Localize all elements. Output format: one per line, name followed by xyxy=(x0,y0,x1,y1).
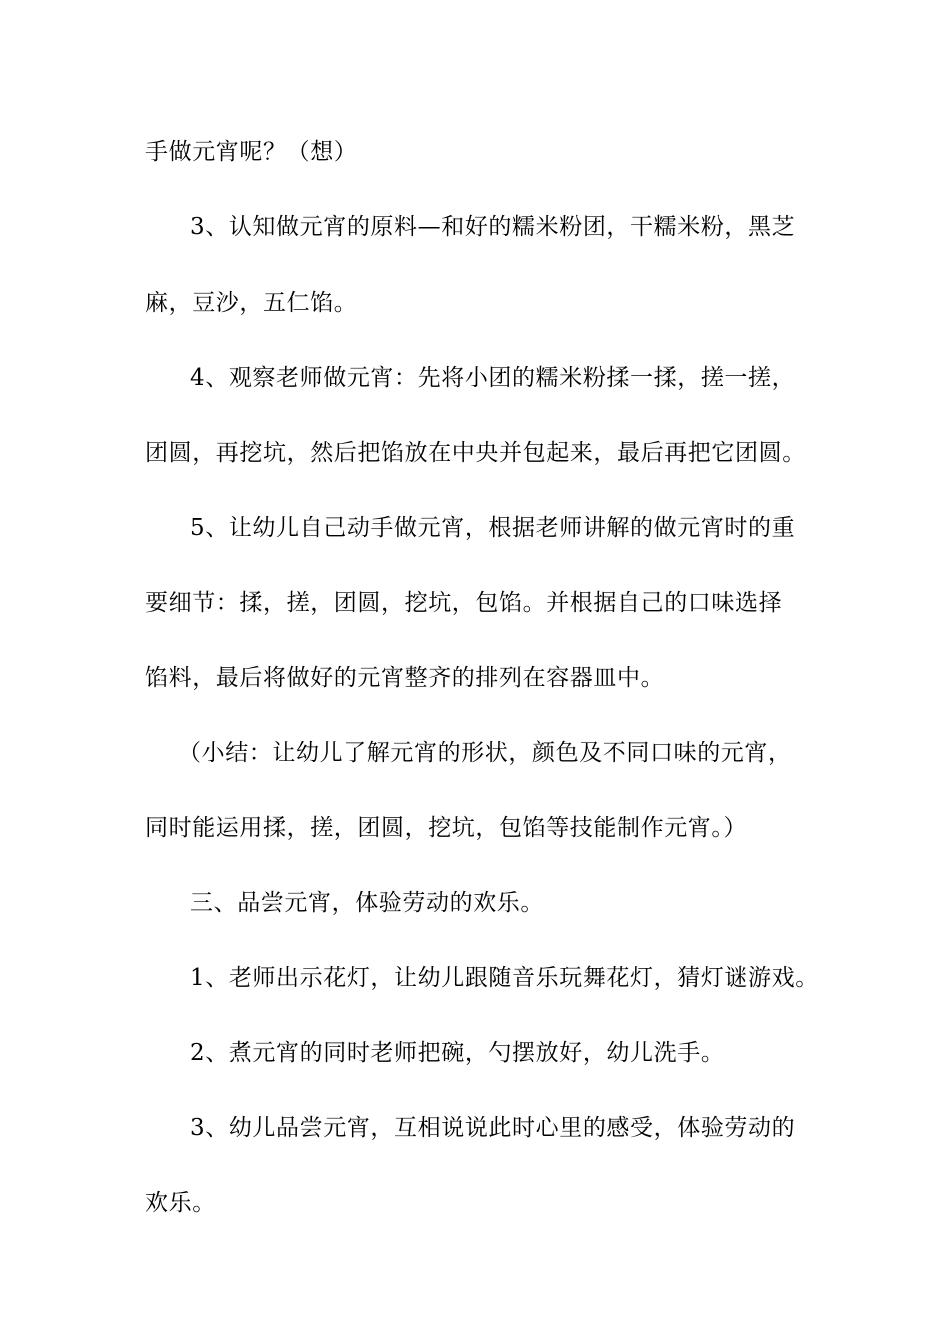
text-line: 4、观察老师做元宵：先将小团的糯米粉揉一揉，搓一搓， xyxy=(190,365,796,391)
section-heading: 三、品尝元宵，体验劳动的欢乐。 xyxy=(190,890,544,916)
text-line: 同时能运用揉，搓，团圆，挖坑，包馅等技能制作元宵。） xyxy=(145,815,748,841)
text-line: 1、老师出示花灯，让幼儿跟随音乐玩舞花灯，猜灯谜游戏。 xyxy=(190,965,819,991)
text-line: （小结：让幼儿了解元宵的形状，颜色及不同口味的元宵， xyxy=(178,740,792,766)
text-line: 馅料，最后将做好的元宵整齐的排列在容器皿中。 xyxy=(145,665,665,691)
text-line: 5、让幼儿自己动手做元宵，根据老师讲解的做元宵时的重 xyxy=(190,515,796,541)
text-line: 团圆，再挖坑，然后把馅放在中央并包起来，最后再把它团圆。 xyxy=(145,440,806,466)
text-line: 欢乐。 xyxy=(145,1190,216,1216)
text-line: 要细节：揉，搓，团圆，挖坑，包馅。并根据自己的口味选择 xyxy=(145,590,783,616)
text-line: 2、煮元宵的同时老师把碗，勺摆放好，幼儿洗手。 xyxy=(190,1040,725,1066)
text-line: 3、幼儿品尝元宵，互相说说此时心里的感受，体验劳动的 xyxy=(190,1115,796,1141)
text-line: 3、认知做元宵的原料—和好的糯米粉团，干糯米粉，黑芝 xyxy=(190,214,796,240)
text-line: 手做元宵呢？（想） xyxy=(145,139,358,165)
text-line: 麻，豆沙，五仁馅。 xyxy=(145,290,358,316)
